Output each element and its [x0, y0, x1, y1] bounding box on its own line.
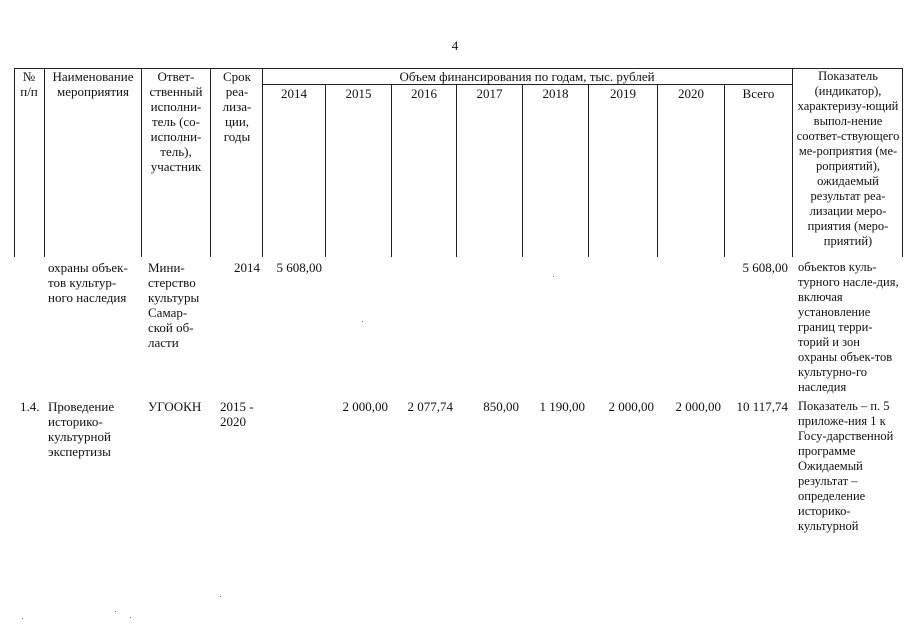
scan-speck [115, 611, 116, 612]
header-responsible: Ответ-ственный исполни-тель (со-исполни-тель), участник [149, 69, 203, 174]
row-value-2018: 1 190,00 [539, 399, 585, 414]
page-number: 4 [451, 38, 459, 53]
header-year-2019: 2019 [610, 86, 636, 101]
col-border [657, 84, 658, 257]
row-number: 1.4. [20, 399, 40, 414]
row-name: Проведение историко-культурной экспертизы [48, 399, 115, 459]
col-border [588, 84, 589, 257]
col-border [14, 68, 15, 257]
row-indicator: объектов куль-турного насле-дия, включая установление границ терри-торий и зон охраны объек-тов культурно-го наследия [798, 260, 899, 394]
col-border [792, 68, 793, 257]
row-value-2016: 2 077,74 [407, 399, 453, 414]
col-border [456, 84, 457, 257]
scan-speck [130, 617, 131, 618]
table-row [14, 399, 903, 549]
row-value-2014: 5 608,00 [276, 260, 322, 275]
table-header [14, 68, 903, 257]
col-border [44, 68, 45, 257]
header-year-2014: 2014 [281, 86, 307, 101]
row-value-2019: 2 000,00 [608, 399, 654, 414]
header-funding: Объем финансирования по годам, тыс. рублей [399, 69, 655, 84]
table-row [14, 260, 903, 394]
scan-speck [22, 618, 23, 619]
row-responsible: УГООКН [148, 399, 202, 414]
row-value-total: 5 608,00 [742, 260, 788, 275]
col-border [210, 68, 211, 257]
header-no: № п/п [20, 69, 38, 99]
col-border [522, 84, 523, 257]
header-year-2018: 2018 [542, 86, 569, 101]
row-value-2017: 850,00 [483, 399, 519, 414]
header-year-2020: 2020 [678, 86, 704, 101]
col-border [141, 68, 142, 257]
scan-speck [553, 276, 554, 277]
row-value-2020: 2 000,00 [675, 399, 721, 414]
col-border [391, 84, 392, 257]
col-border [902, 68, 903, 257]
header-indicator: Показатель (индикатор), характеризу-ющий выпол-нение соответ-ствующего ме-роприятия (ме-роприятий), ожидаемый результат реа-лизации меро-приятия (меро-приятий) [796, 69, 900, 248]
scan-speck [362, 321, 363, 322]
header-year-2017: 2017 [476, 86, 503, 101]
header-name: Наименование мероприятия [52, 69, 134, 99]
row-period: 2015 - 2020 [220, 399, 254, 429]
scan-speck [220, 596, 221, 597]
row-value-2015: 2 000,00 [342, 399, 388, 414]
header-period: Срок реа-лиза-ции, годы [222, 69, 252, 144]
row-name: охраны объек-тов культур-ного наследия [48, 260, 128, 305]
row-indicator: Показатель – п. 5 приложе-ния 1 к Госу-дарственной программе Ожидаемый результат – определение историко-культурной [798, 399, 894, 533]
col-border [325, 84, 326, 257]
funding-subheader-border [262, 84, 792, 85]
row-period: 2014 [234, 260, 260, 275]
row-responsible: Мини-стерство культуры Самар-ской об-ласти [148, 260, 200, 350]
header-total: Всего [742, 86, 775, 101]
col-border [724, 84, 725, 257]
row-value-total: 10 117,74 [736, 399, 788, 414]
header-year-2016: 2016 [411, 86, 437, 101]
header-year-2015: 2015 [345, 86, 372, 101]
